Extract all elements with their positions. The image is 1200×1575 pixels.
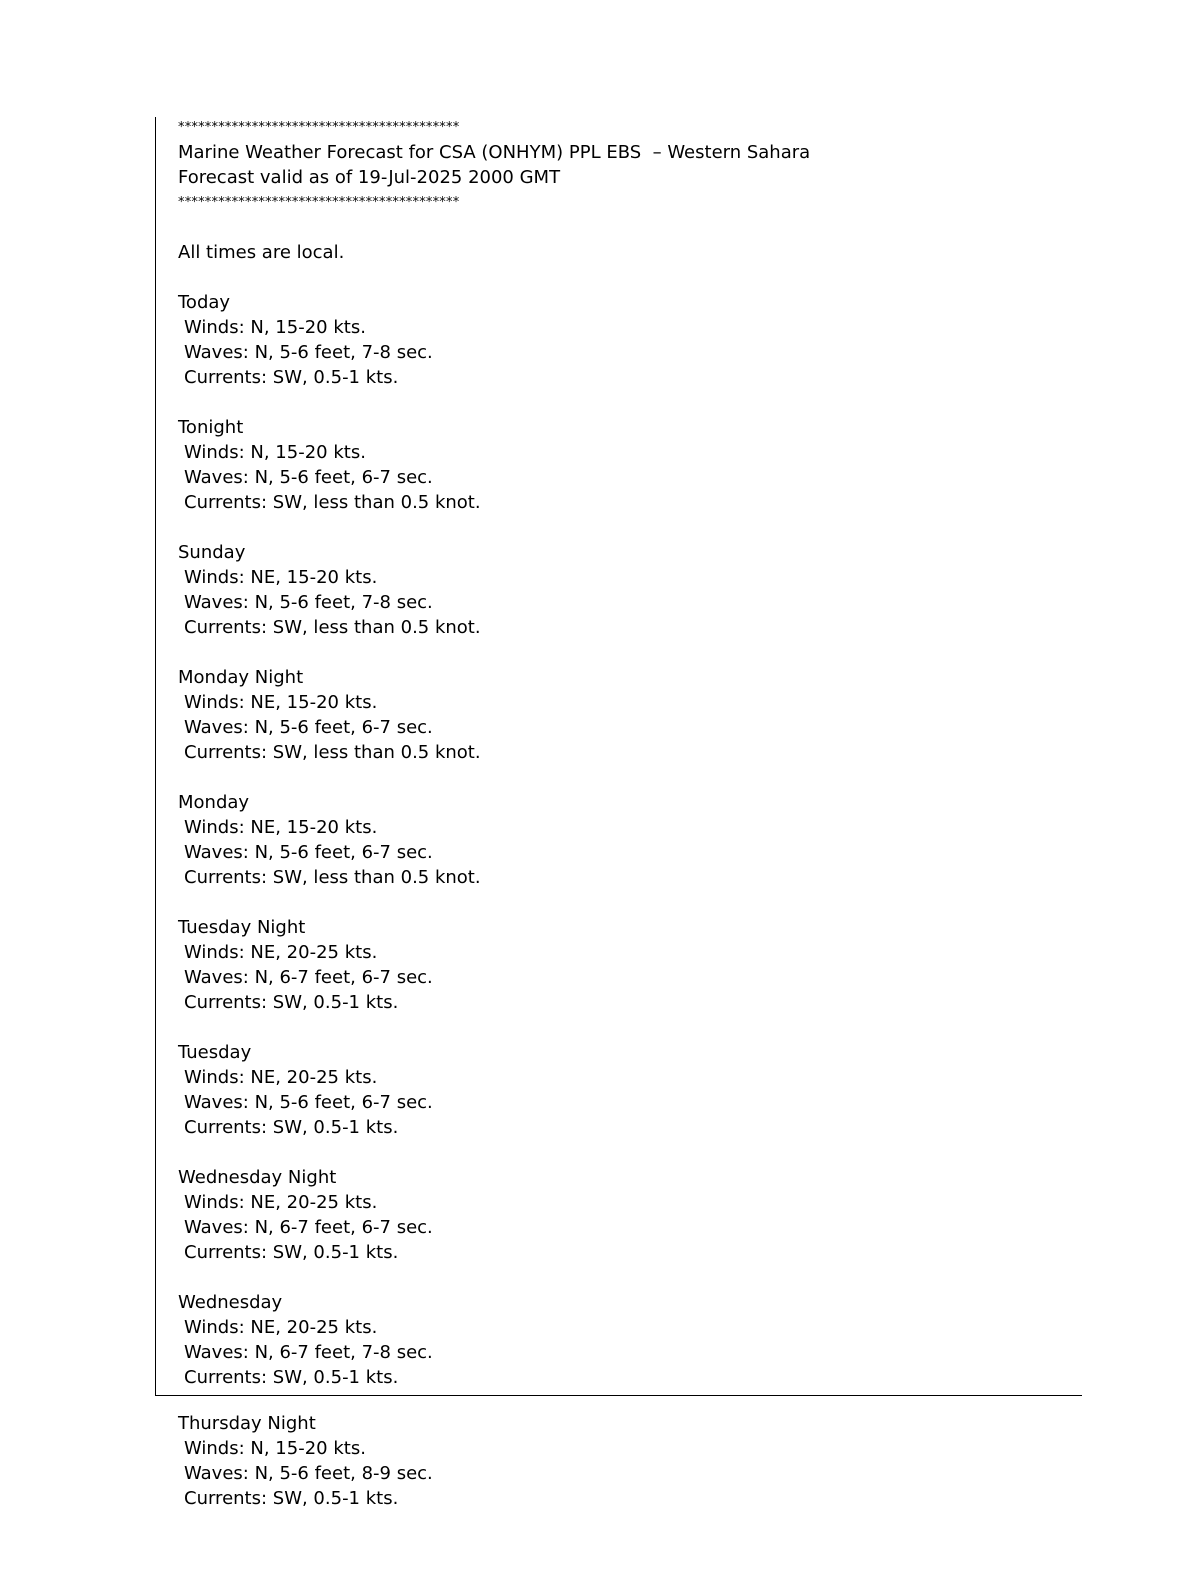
period-currents: Currents: SW, less than 0.5 knot. [184, 617, 481, 638]
forecast-period [178, 1040, 1078, 1140]
period-name: Wednesday [178, 1292, 283, 1313]
period-waves: Waves: N, 6-7 feet, 6-7 sec. [184, 1217, 433, 1238]
time-note: All times are local. [178, 242, 345, 263]
forecast-period [178, 1411, 1078, 1511]
forecast-period [178, 1290, 1078, 1390]
header-stars-bottom: ****************************************** [178, 195, 460, 210]
period-winds: Winds: NE, 20-25 kts. [184, 1067, 378, 1088]
frame-left-border [155, 117, 156, 1395]
period-winds: Winds: NE, 15-20 kts. [184, 817, 378, 838]
period-winds: Winds: N, 15-20 kts. [184, 1438, 366, 1459]
forecast-document [178, 115, 1078, 1390]
forecast-period [178, 1165, 1078, 1265]
period-currents: Currents: SW, 0.5-1 kts. [184, 367, 399, 388]
period-currents: Currents: SW, 0.5-1 kts. [184, 1367, 399, 1388]
period-currents: Currents: SW, 0.5-1 kts. [184, 1488, 399, 1509]
period-waves: Waves: N, 6-7 feet, 7-8 sec. [184, 1342, 433, 1363]
period-waves: Waves: N, 5-6 feet, 6-7 sec. [184, 842, 433, 863]
period-waves: Waves: N, 5-6 feet, 7-8 sec. [184, 592, 433, 613]
forecast-period [178, 290, 1078, 390]
period-winds: Winds: NE, 15-20 kts. [184, 567, 378, 588]
period-name: Thursday Night [178, 1413, 316, 1434]
period-name: Tonight [178, 417, 244, 438]
forecast-period [178, 415, 1078, 515]
period-winds: Winds: NE, 20-25 kts. [184, 1317, 378, 1338]
period-currents: Currents: SW, less than 0.5 knot. [184, 742, 481, 763]
forecast-period [178, 540, 1078, 640]
period-name: Monday [178, 792, 250, 813]
period-name: Tuesday [178, 1042, 252, 1063]
period-currents: Currents: SW, less than 0.5 knot. [184, 867, 481, 888]
period-waves: Waves: N, 5-6 feet, 8-9 sec. [184, 1463, 433, 1484]
period-waves: Waves: N, 5-6 feet, 6-7 sec. [184, 467, 433, 488]
period-winds: Winds: NE, 20-25 kts. [184, 1192, 378, 1213]
forecast-period [178, 665, 1078, 765]
period-name: Sunday [178, 542, 246, 563]
period-waves: Waves: N, 5-6 feet, 6-7 sec. [184, 717, 433, 738]
period-waves: Waves: N, 5-6 feet, 7-8 sec. [184, 342, 433, 363]
period-waves: Waves: N, 6-7 feet, 6-7 sec. [184, 967, 433, 988]
period-name: Monday Night [178, 667, 304, 688]
period-currents: Currents: SW, 0.5-1 kts. [184, 992, 399, 1013]
header-stars-top: ****************************************** [178, 120, 460, 135]
period-name: Today [178, 292, 231, 313]
period-name: Tuesday Night [178, 917, 306, 938]
period-winds: Winds: NE, 20-25 kts. [184, 942, 378, 963]
period-winds: Winds: NE, 15-20 kts. [184, 692, 378, 713]
forecast-period [178, 790, 1078, 890]
forecast-period [178, 915, 1078, 1015]
period-name: Wednesday Night [178, 1167, 337, 1188]
period-currents: Currents: SW, 0.5-1 kts. [184, 1117, 399, 1138]
period-winds: Winds: N, 15-20 kts. [184, 317, 366, 338]
forecast-title: Marine Weather Forecast for CSA (ONHYM) PPL EBS – Western Sahara [178, 142, 811, 163]
period-currents: Currents: SW, 0.5-1 kts. [184, 1242, 399, 1263]
period-currents: Currents: SW, less than 0.5 knot. [184, 492, 481, 513]
period-winds: Winds: N, 15-20 kts. [184, 442, 366, 463]
period-waves: Waves: N, 5-6 feet, 6-7 sec. [184, 1092, 433, 1113]
forecast-valid-time: Forecast valid as of 19-Jul-2025 2000 GMT [178, 167, 561, 188]
frame-bottom-border [155, 1395, 1082, 1396]
